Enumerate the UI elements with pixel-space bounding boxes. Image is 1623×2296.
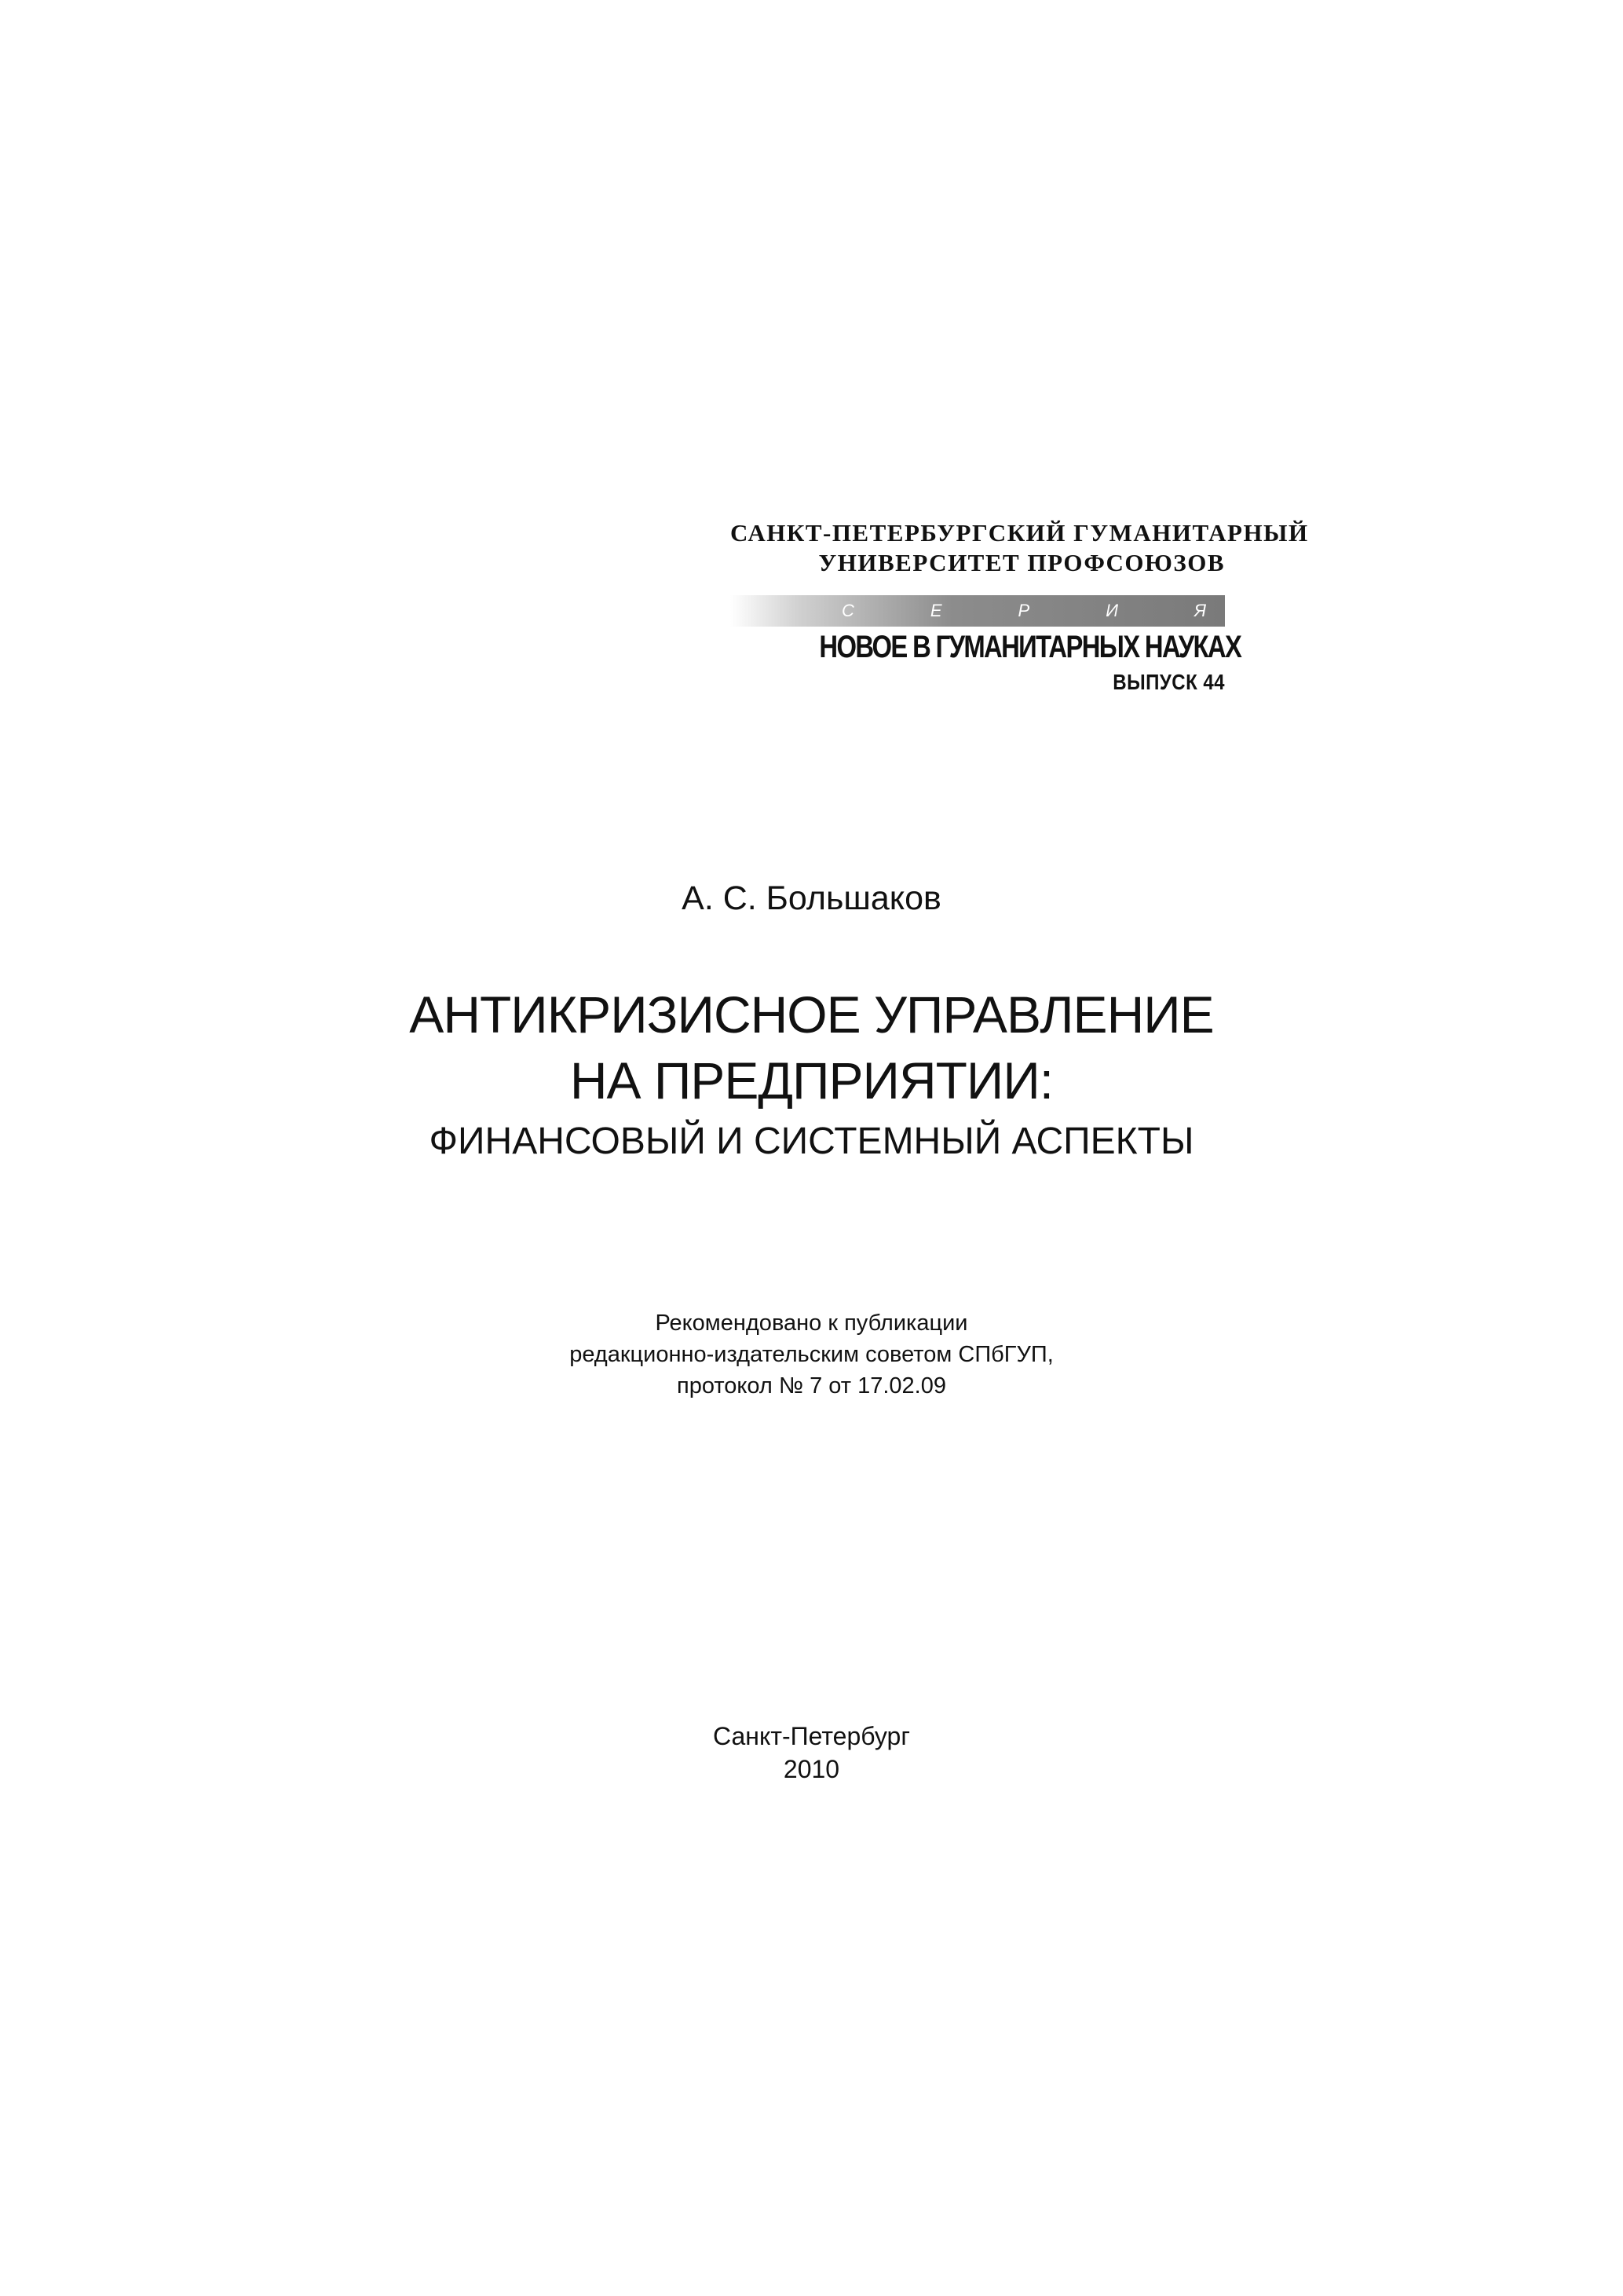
publisher-line-1: САНКТ-ПЕТЕРБУРГСКИЙ ГУМАНИТАРНЫЙ [730,519,1309,547]
imprint-city: Санкт-Петербург [713,1722,910,1750]
publisher [730,518,1309,578]
series-letter: Р [1018,601,1030,620]
recommendation-line-3: протокол № 7 от 17.02.09 [677,1373,946,1398]
title-line-1: АНТИКРИЗИСНОЕ УПРАВЛЕНИЕ [409,985,1214,1044]
recommendation [0,1307,1623,1402]
imprint-year: 2010 [783,1755,840,1783]
book-title [0,982,1623,1165]
imprint [0,1720,1623,1786]
series-bar [730,595,1225,627]
series-block [730,518,1309,695]
series-name: НОВОЕ В ГУМАНИТАРНЫХ НАУКАХ [819,630,1241,664]
title-line-2: НА ПРЕДПРИЯТИИ: [569,1051,1054,1110]
publisher-line-2: УНИВЕРСИТЕТ ПРОФСОЮЗОВ [818,549,1225,576]
series-letter: Я [1193,601,1206,620]
subtitle: ФИНАНСОВЫЙ И СИСТЕМНЫЙ АСПЕКТЫ [429,1121,1194,1162]
recommendation-line-1: Рекомендовано к публикации [655,1311,968,1336]
author: А. С. Большаков [682,879,941,917]
recommendation-line-2: редакционно-издательским советом СПбГУП, [569,1342,1054,1367]
series-letter: И [1106,601,1118,620]
issue-number: ВЫПУСК 44 [1113,670,1225,694]
series-letter: С [842,601,854,620]
series-letter: Е [930,601,942,620]
